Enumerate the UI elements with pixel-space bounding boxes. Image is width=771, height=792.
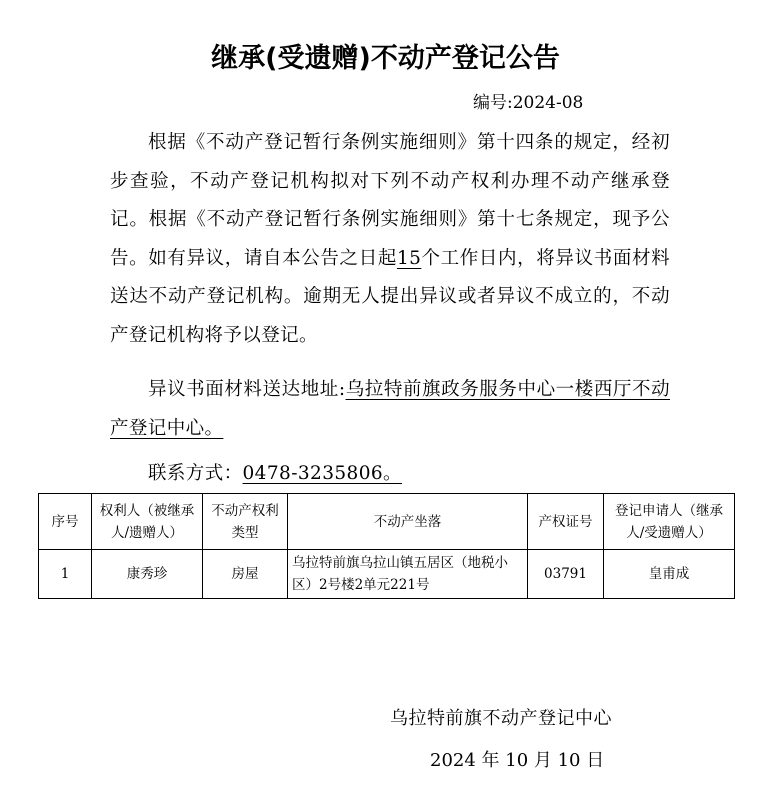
table-header-row bbox=[39, 494, 735, 550]
contact-phone: 0478-3235806。 bbox=[242, 463, 402, 484]
contact-paragraph bbox=[148, 455, 708, 494]
table-row bbox=[39, 550, 735, 599]
header-serial: 序号 bbox=[39, 494, 92, 550]
cell-applicant: 皇甫成 bbox=[604, 550, 735, 599]
contact-label: 联系方式： bbox=[148, 463, 243, 484]
cell-right-holder: 康秀珍 bbox=[92, 550, 203, 599]
header-applicant: 登记申请人（继承人/受遗赠人） bbox=[604, 494, 735, 550]
paragraph-text-b: 个工作日内，将异议书面材料送达不动产登记机构。逾期无人提出异议或者异议不成立的，不动产登记机构将予以登记。 bbox=[110, 247, 670, 346]
address-label: 异议书面材料送达地址: bbox=[148, 379, 346, 400]
header-certificate-number: 产权证号 bbox=[528, 494, 604, 550]
registration-table bbox=[38, 493, 735, 599]
cell-right-type: 房屋 bbox=[203, 550, 288, 599]
objection-address: 乌拉特前旗政务服务中心一楼西厅不动产登记中心。 bbox=[110, 379, 670, 439]
header-right-type: 不动产权利类型 bbox=[203, 494, 288, 550]
cell-location: 乌拉特前旗乌拉山镇五居区（地税小区）2号楼2单元221号 bbox=[288, 550, 528, 599]
cell-certificate-number: 03791 bbox=[528, 550, 604, 599]
objection-days: 15 bbox=[396, 247, 422, 269]
header-right-holder: 权利人（被继承人/遗赠人） bbox=[92, 494, 203, 550]
notice-title: 继承(受遗赠)不动产登记公告 bbox=[211, 43, 560, 74]
cell-serial: 1 bbox=[39, 550, 92, 599]
header-location: 不动产坐落 bbox=[288, 494, 528, 550]
document-number: 编号:2024-08 bbox=[473, 93, 584, 113]
issue-date: 2024 年 10 月 10 日 bbox=[430, 750, 605, 771]
paragraph-text-a: 根据《不动产登记暂行条例实施细则》第十四条的规定，经初步查验，不动产登记机构拟对下列不动产权利办理不动产继承登记。根据《不动产登记暂行条例实施细则》第十七条规定，现予公告。如有异议，请自本公告之日起 bbox=[110, 132, 670, 269]
objection-address-paragraph bbox=[110, 371, 670, 448]
notice-paragraph-main bbox=[110, 124, 670, 355]
issuing-organization: 乌拉特前旗不动产登记中心 bbox=[390, 708, 612, 729]
